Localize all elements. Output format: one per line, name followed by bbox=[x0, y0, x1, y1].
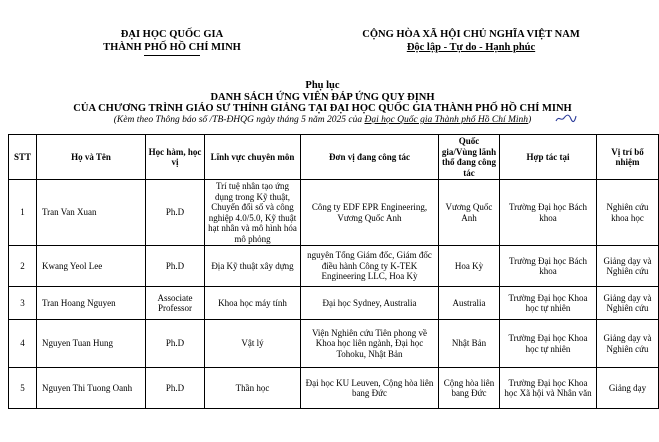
header-field: Lĩnh vực chuyên môn bbox=[205, 135, 301, 180]
cell-degree: Associate Professor bbox=[146, 287, 205, 320]
cell-workplace: Công ty EDF EPR Engineering, Vương Quốc Anh bbox=[301, 180, 439, 246]
cell-name: Nguyen Thi Tuong Oanh bbox=[37, 368, 146, 409]
cell-field: Vật lý bbox=[205, 320, 301, 368]
title-line-1: DANH SÁCH ỨNG VIÊN ĐÁP ỨNG QUY ĐỊNH bbox=[210, 91, 435, 103]
cell-stt: 2 bbox=[9, 246, 37, 287]
header-partner: Hợp tác tại bbox=[500, 135, 597, 180]
cell-partner: Trường Đại học Khoa học Xã hội và Nhân văn bbox=[500, 368, 597, 409]
cell-partner: Trường Đại học Khoa học tự nhiên bbox=[500, 320, 597, 368]
cell-country: Hoa Kỳ bbox=[439, 246, 500, 287]
cell-degree: Ph.D bbox=[146, 246, 205, 287]
cell-workplace: Viện Nghiên cứu Tiên phong về Khoa học liên ngành, Đại học Tohoku, Nhật Bản bbox=[301, 320, 439, 368]
issuer-line-1: ĐẠI HỌC QUỐC GIA bbox=[120, 29, 224, 40]
cell-stt: 3 bbox=[9, 287, 37, 320]
header-name: Họ và Tên bbox=[37, 135, 146, 180]
cell-partner: Trường Đại học Khoa học tự nhiên bbox=[500, 287, 597, 320]
document-title bbox=[0, 80, 645, 115]
cell-name: Nguyen Tuan Hung bbox=[37, 320, 146, 368]
header-position: Vị trí bổ nhiệm bbox=[597, 135, 659, 180]
cell-field: Địa Kỹ thuật xây dựng bbox=[205, 246, 301, 287]
header-degree: Học hàm, học vị bbox=[146, 135, 205, 180]
issuer-line-2: THÀNH PHỐ HỒ CHÍ MINH bbox=[103, 42, 241, 53]
cell-field: Thần học bbox=[205, 368, 301, 409]
cell-partner: Trường Đại học Bách khoa bbox=[500, 246, 597, 287]
table-header-row bbox=[9, 135, 659, 180]
subtitle-part-1: (Kèm theo Thông báo số /TB-ĐHQG ngày tháng 5 năm 2025 của bbox=[113, 115, 365, 125]
country-name: CỘNG HÒA XÃ HỘI CHỦ NGHĨA VIỆT NAM bbox=[362, 29, 580, 40]
cell-field: Trí tuệ nhân tạo ứng dụng trong Kỹ thuật, Chuyển đổi số và công nghiệp 4.0/5.0, Kỹ thuật hạt nhân và mô hình hóa mô phỏng bbox=[205, 180, 301, 246]
table-row bbox=[9, 180, 659, 246]
cell-name: Tran Van Xuan bbox=[37, 180, 146, 246]
cell-workplace: Đại học Sydney, Australia bbox=[301, 287, 439, 320]
subtitle-part-2: Đại học Quốc gia Thành phố Hồ Chí Minh bbox=[364, 115, 529, 125]
header-workplace: Đơn vị đang công tác bbox=[301, 135, 439, 180]
table-row bbox=[9, 320, 659, 368]
cell-country: Vương Quốc Anh bbox=[439, 180, 500, 246]
cell-country: Australia bbox=[439, 287, 500, 320]
table-row bbox=[9, 368, 659, 409]
table-row bbox=[9, 287, 659, 320]
signature-mark bbox=[555, 113, 577, 123]
table-row bbox=[9, 246, 659, 287]
cell-name: Kwang Yeol Lee bbox=[37, 246, 146, 287]
candidate-table bbox=[8, 134, 659, 409]
document-subtitle bbox=[0, 115, 645, 125]
cell-partner: Trường Đại học Bách khoa bbox=[500, 180, 597, 246]
header-stt: STT bbox=[9, 135, 37, 180]
cell-stt: 5 bbox=[9, 368, 37, 409]
cell-degree: Ph.D bbox=[146, 180, 205, 246]
issuer-underline bbox=[144, 55, 200, 56]
national-motto-header bbox=[338, 28, 604, 54]
cell-workplace: nguyên Tổng Giám đốc, Giám đốc điều hành Công ty K-TEK Engineering LLC, Hoa Kỳ bbox=[301, 246, 439, 287]
cell-degree: Ph.D bbox=[146, 320, 205, 368]
cell-position: Giảng dạy bbox=[597, 368, 659, 409]
cell-stt: 1 bbox=[9, 180, 37, 246]
cell-stt: 4 bbox=[9, 320, 37, 368]
cell-workplace: Đại học KU Leuven, Cộng hòa liên bang Đức bbox=[301, 368, 439, 409]
cell-name: Tran Hoang Nguyen bbox=[37, 287, 146, 320]
cell-country: Nhật Bản bbox=[439, 320, 500, 368]
appendix-label: Phụ lục bbox=[305, 80, 340, 91]
title-line-2: CỦA CHƯƠNG TRÌNH GIÁO SƯ THỈNH GIẢNG TẠI ĐẠI HỌC QUỐC GIA THÀNH PHỐ HỒ CHÍ MINH bbox=[73, 103, 572, 114]
subtitle-part-3: ) bbox=[528, 115, 532, 125]
cell-degree: Ph.D bbox=[146, 368, 205, 409]
cell-position: Nghiên cứu khoa học bbox=[597, 180, 659, 246]
cell-field: Khoa học máy tính bbox=[205, 287, 301, 320]
header-country: Quốc gia/Vùng lãnh thổ đang công tác bbox=[439, 135, 500, 180]
issuer-header bbox=[82, 28, 262, 56]
cell-position: Giảng dạy và Nghiên cứu bbox=[597, 287, 659, 320]
cell-position: Giảng dạy và Nghiên cứu bbox=[597, 246, 659, 287]
motto: Độc lập - Tự do - Hạnh phúc bbox=[406, 42, 536, 53]
cell-position: Giảng dạy và Nghiên cứu bbox=[597, 320, 659, 368]
cell-country: Cộng hòa liên bang Đức bbox=[439, 368, 500, 409]
